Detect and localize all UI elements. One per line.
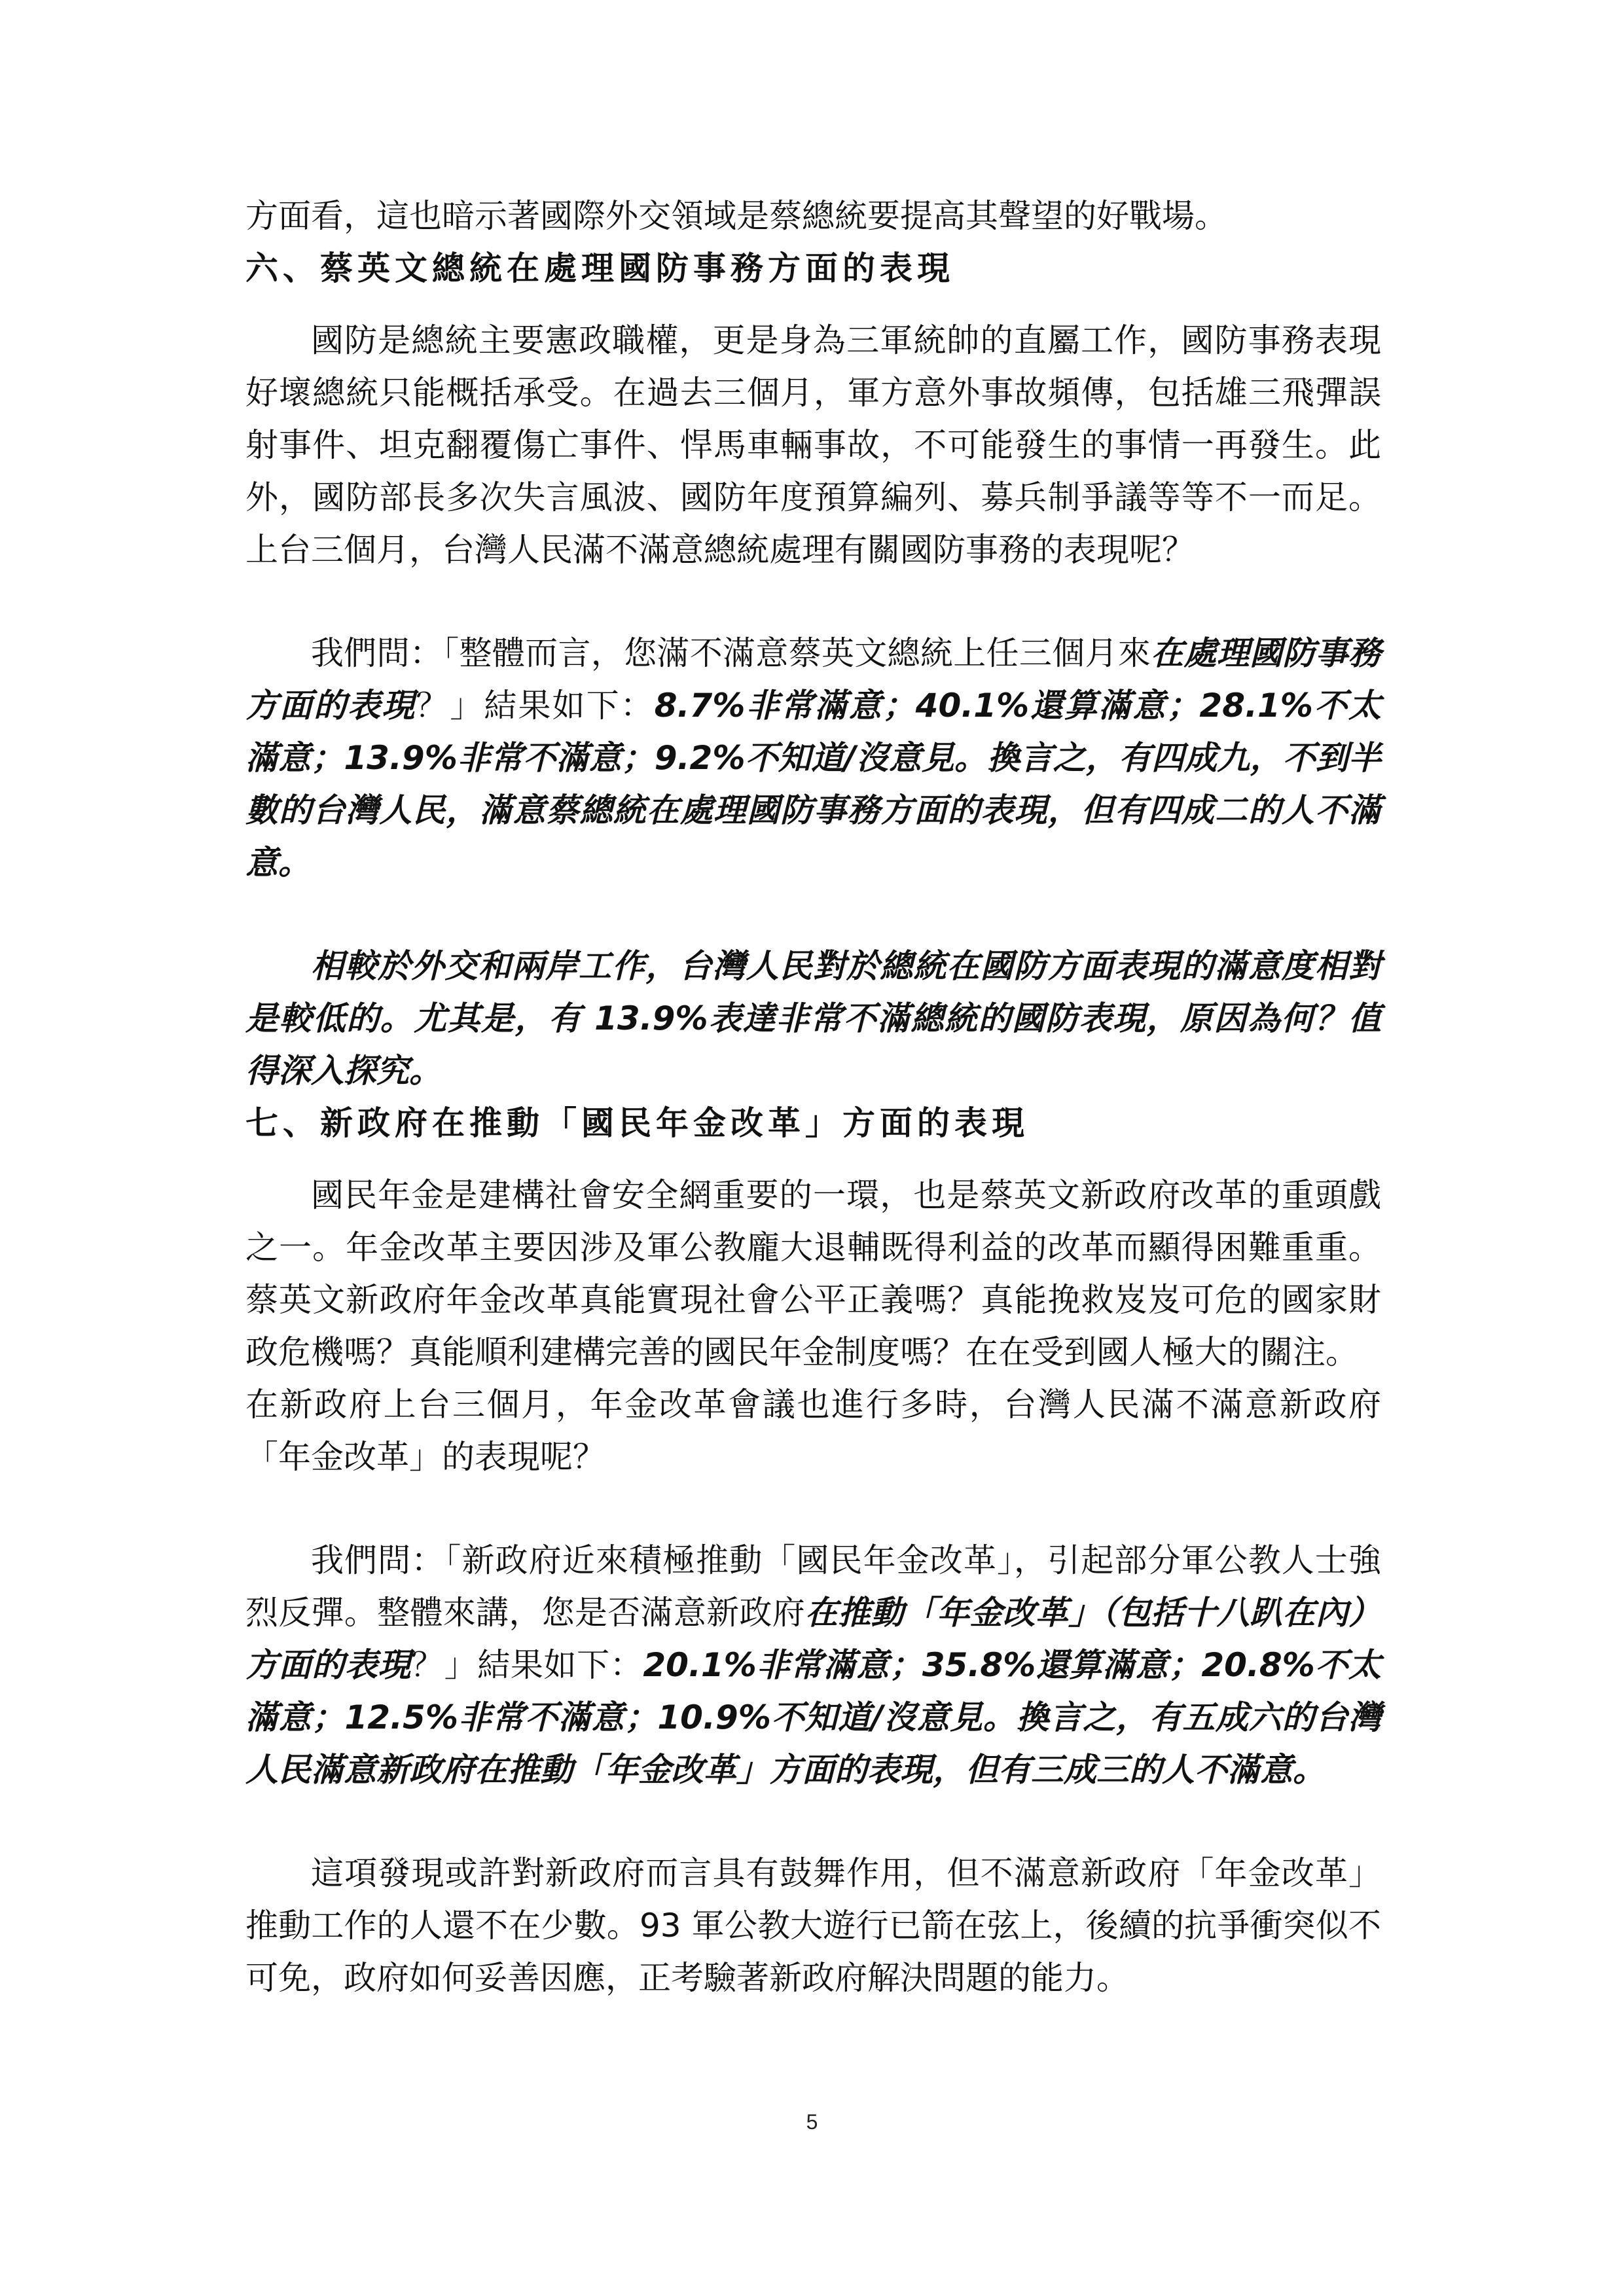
survey-result: 20.1%非常滿意；35.8%還算滿意；20.8%不太滿意；12.5%非常不滿意；10.9%不知道/沒意見。換言之，有五成六的台灣人民滿意新政府在推動「年金改革」方面的表現，但有三成三的人不滿意。 <box>245 1646 1382 1789</box>
survey-result: 8.7%非常滿意；40.1%還算滿意；28.1%不太滿意；13.9%非常不滿意；9.2%不知道/沒意見。換言之，有四成九，不到半數的台灣人民，滿意蔡總統在處理國防事務方面的表現，但有四成二的人不滿意。 <box>245 687 1381 882</box>
section-6-paragraph-1: 國防是總統主要憲政職權，更是身為三軍統帥的直屬工作，國防事務表現好壞總統只能概括承受。在過去三個月，軍方意外事故頻傳，包括雄三飛彈誤射事件、坦克翻覆傷亡事件、悍馬車輛事故，不可能發生的事情一再發生。此外，國防部長多次失言風波、國防年度預算編列、募兵制爭議等等不一而足。上台三個月，台灣人民滿不滿意總統處理有關國防事務的表現呢？ <box>245 321 1381 569</box>
section-6-heading: 六、蔡英文總統在處理國防事務方面的表現 <box>245 249 954 287</box>
document-page <box>245 190 1381 2004</box>
section-7-paragraph-2 <box>245 1534 1381 1796</box>
section-7-paragraph-1: 國民年金是建構社會安全網重要的一環，也是蔡英文新政府改革的重頭戲之一。年金改革主要因涉及軍公教龐大退輔既得利益的改革而顯得困難重重。蔡英文新政府年金改革真能實現社會公平正義嗎？真能挽救岌岌可危的國家財政危機嗎？真能順利建構完善的國民年金制度嗎？在在受到國人極大的關注。 <box>245 1176 1381 1371</box>
survey-question-emphasis: 在推動「年金改革」（包括十八趴在內）方面的表現 <box>245 1594 1381 1684</box>
page-number: 5 <box>806 2110 818 2134</box>
survey-question-close: ？」結果如下： <box>411 1646 643 1684</box>
intro-paragraph: 方面看，這也暗示著國際外交領域是蔡總統要提高其聲望的好戰場。 <box>245 197 1227 235</box>
section-6-paragraph-3: 相較於外交和兩岸工作，台灣人民對於總統在國防方面表現的滿意度相對是較低的。尤其是，有 13.9%表達非常不滿總統的國防表現，原因為何？值得深入探究。 <box>245 947 1381 1090</box>
section-6-paragraph-2 <box>245 627 1381 889</box>
section-7-heading: 七、新政府在推動「國民年金改革」方面的表現 <box>245 1103 1029 1142</box>
survey-question-close: ？」結果如下： <box>416 687 655 725</box>
survey-question-lead: 我們問：「新政府近來積極推動「國民年金改革」，引起部分軍公教人士強烈反彈。整體來講，您是否滿意新政府 <box>245 1541 1381 1632</box>
section-7-paragraph-3: 這項發現或許對新政府而言具有鼓舞作用，但不滿意新政府「年金改革」推動工作的人還不在少數。93 軍公教大遊行已箭在弦上，後續的抗爭衝突似不可免，政府如何妥善因應，正考驗著新政府解決問題的能力。 <box>245 1854 1381 1997</box>
survey-question-emphasis: 在處理國防事務方面的表現 <box>245 634 1381 725</box>
section-7-paragraph-1b: 在新政府上台三個月，年金改革會議也進行多時，台灣人民滿不滿意新政府「年金改革」的表現呢？ <box>245 1386 1381 1476</box>
survey-question-lead: 我們問：「整體而言，您滿不滿意蔡英文總統上任三個月來 <box>311 634 1151 672</box>
